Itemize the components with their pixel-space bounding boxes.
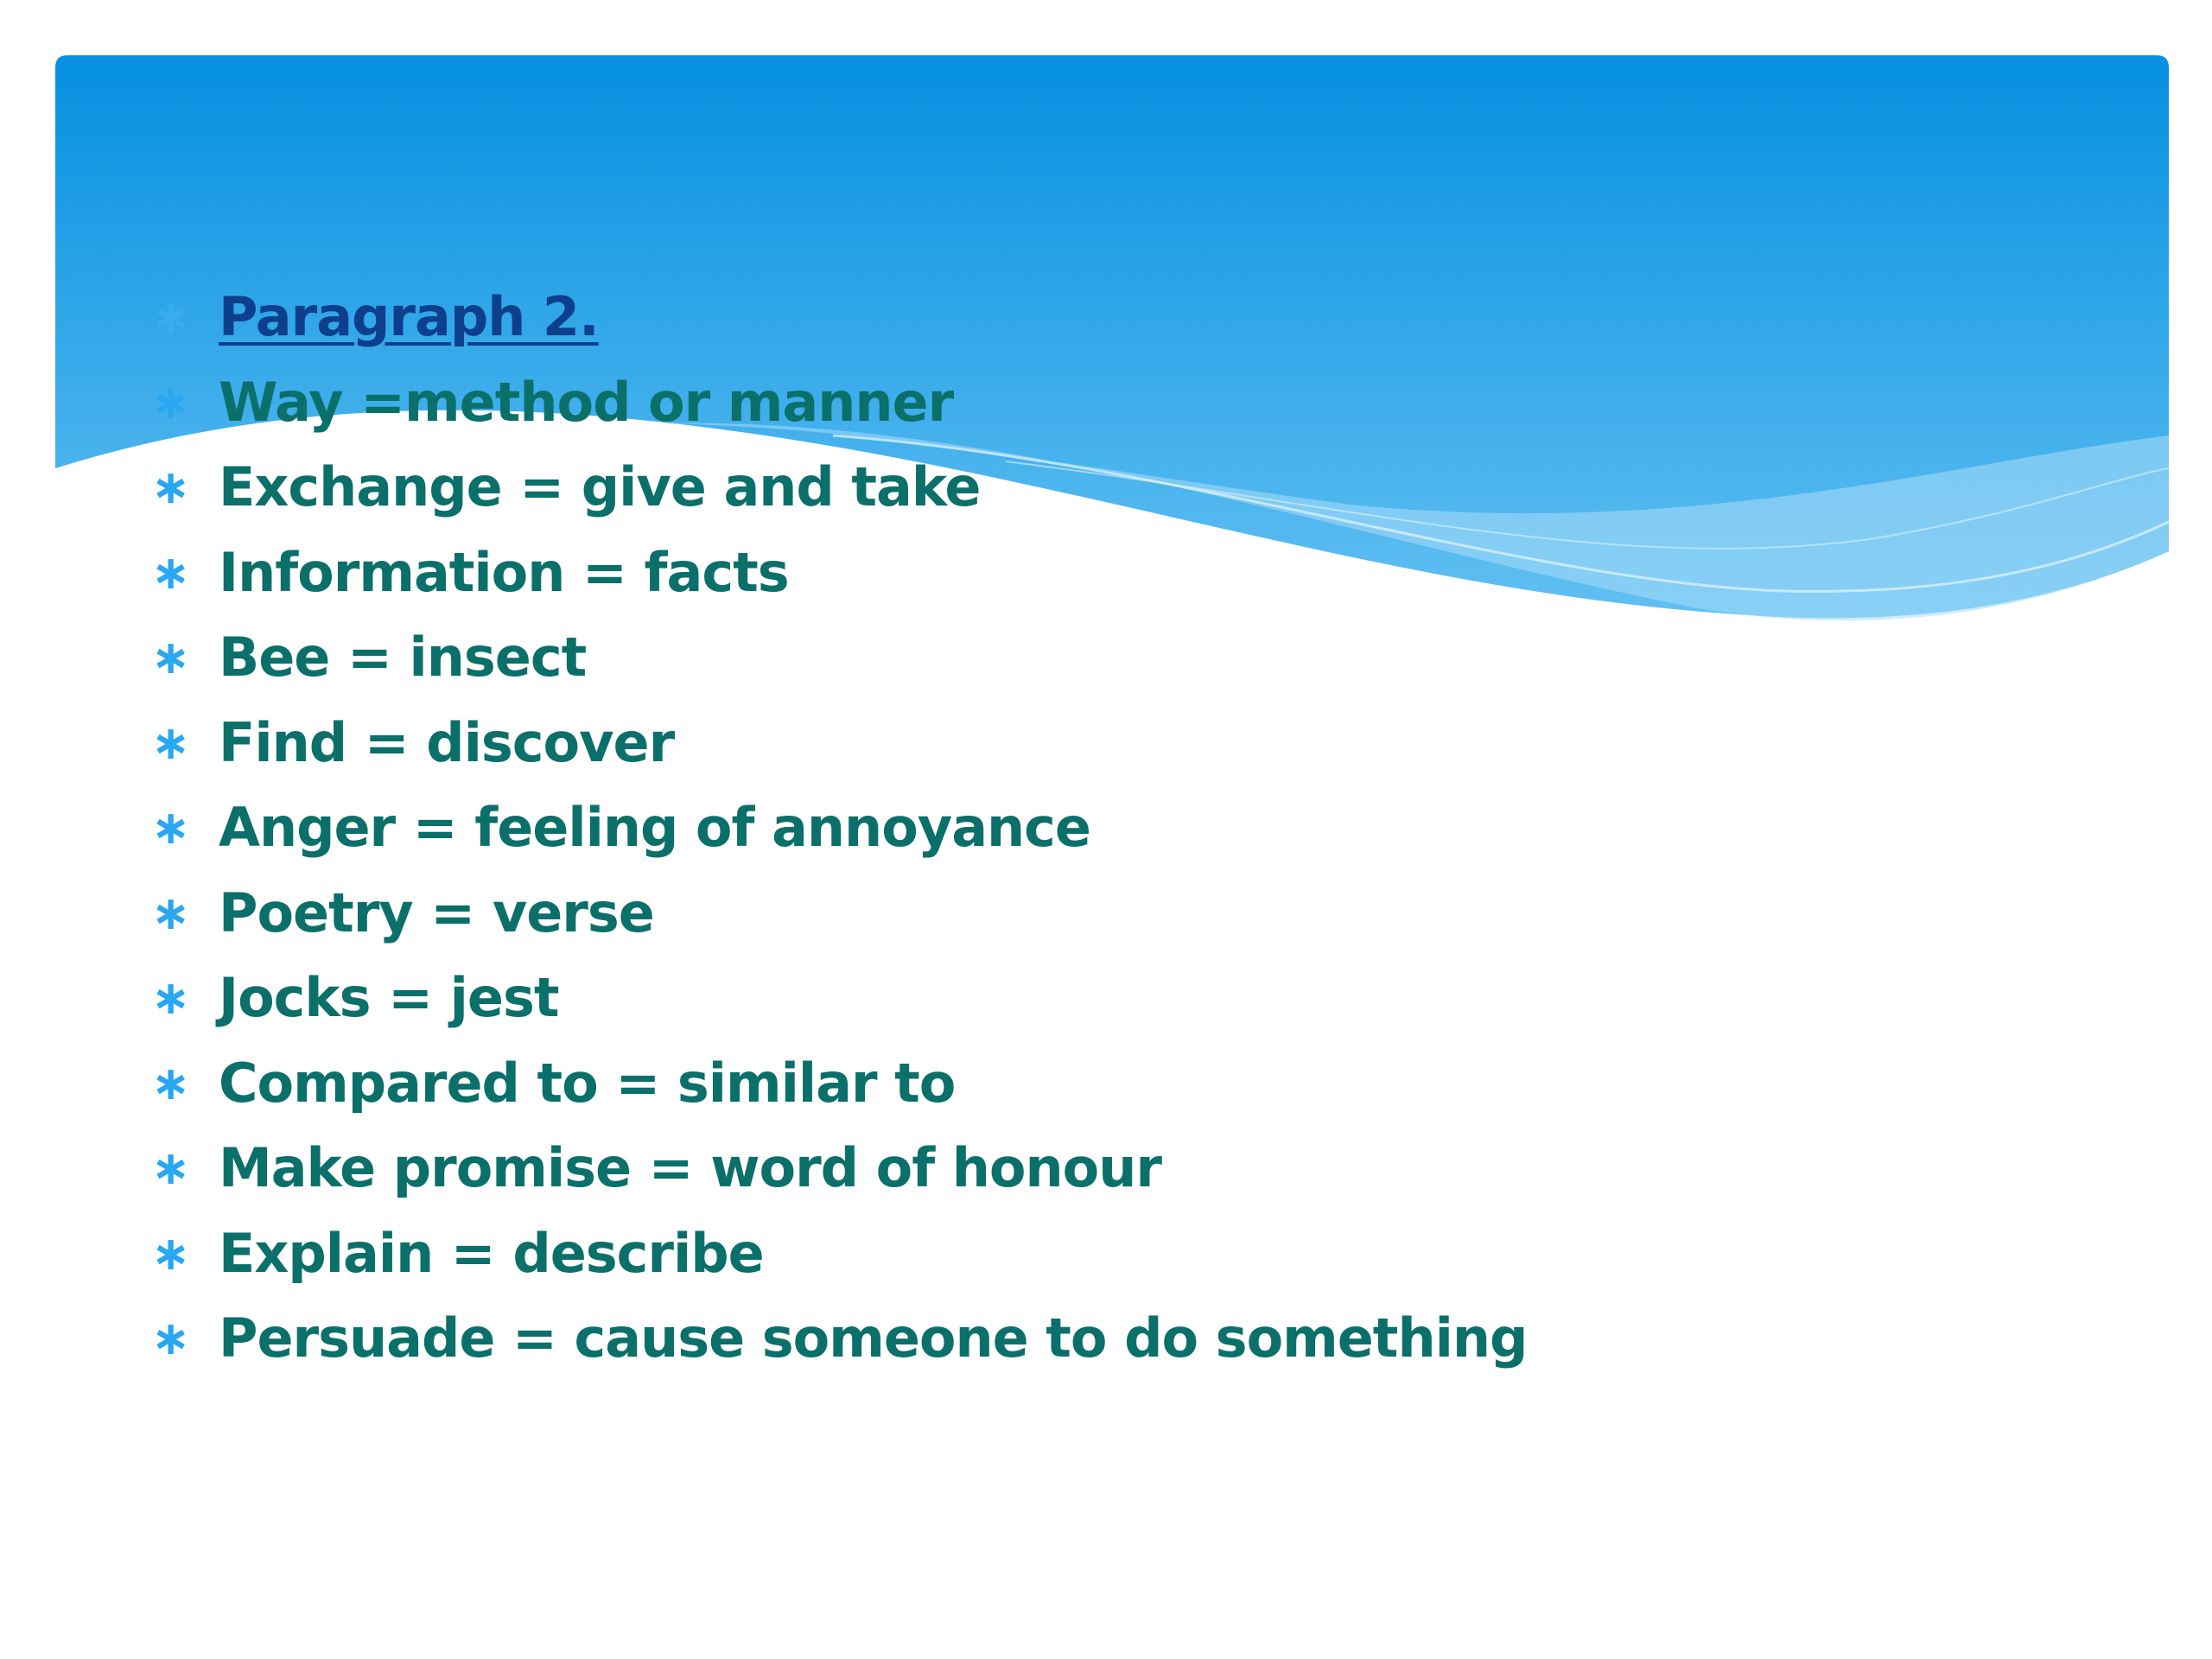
list-item-text: Compared to = similar to — [219, 1051, 956, 1115]
list-item-text: Poetry = verse — [219, 880, 654, 944]
asterisk-icon: ∗ — [151, 1141, 190, 1195]
list-item — [151, 360, 2052, 446]
list-item-text: Make promise = word of honour — [219, 1136, 1161, 1199]
asterisk-icon: ∗ — [151, 885, 190, 940]
list-item — [151, 956, 2052, 1041]
list-item-heading — [151, 275, 2052, 360]
list-item — [151, 871, 2052, 957]
asterisk-icon: ∗ — [151, 1311, 190, 1365]
asterisk-icon: ∗ — [151, 1055, 190, 1110]
list-item — [151, 615, 2052, 701]
slide-content — [151, 275, 2052, 1382]
list-item-text: Bee = insect — [219, 626, 587, 689]
asterisk-icon: ∗ — [151, 715, 190, 770]
asterisk-icon: ∗ — [151, 970, 190, 1025]
list-item-text: Paragraph 2. — [219, 285, 599, 348]
list-item — [151, 1041, 2052, 1127]
list-item-text: Persuade = cause someone to do something — [219, 1306, 1528, 1370]
list-item — [151, 1211, 2052, 1297]
list-item-text: Find = discover — [219, 710, 675, 774]
list-item — [151, 1126, 2052, 1211]
list-item — [151, 1296, 2052, 1382]
list-item-text: Exchange = give and take — [219, 455, 981, 518]
asterisk-icon: ∗ — [151, 544, 190, 600]
list-item — [151, 445, 2052, 531]
list-item-text: Information = facts — [219, 540, 789, 604]
list-item — [151, 701, 2052, 786]
list-item-text: Jocks = jest — [219, 966, 559, 1029]
asterisk-icon: ∗ — [151, 630, 190, 684]
list-item-text: Way =method or manner — [219, 370, 954, 434]
list-item — [151, 785, 2052, 871]
list-item-text: Explain = describe — [219, 1221, 764, 1285]
list-item-text: Anger = feeling of annoyance — [219, 796, 1090, 859]
vocabulary-list — [151, 275, 2052, 1382]
asterisk-icon: ∗ — [151, 800, 190, 855]
asterisk-icon: ∗ — [151, 374, 190, 429]
asterisk-icon: ∗ — [151, 289, 190, 344]
asterisk-icon: ∗ — [151, 1225, 190, 1281]
list-item — [151, 531, 2052, 616]
asterisk-icon: ∗ — [151, 460, 190, 514]
